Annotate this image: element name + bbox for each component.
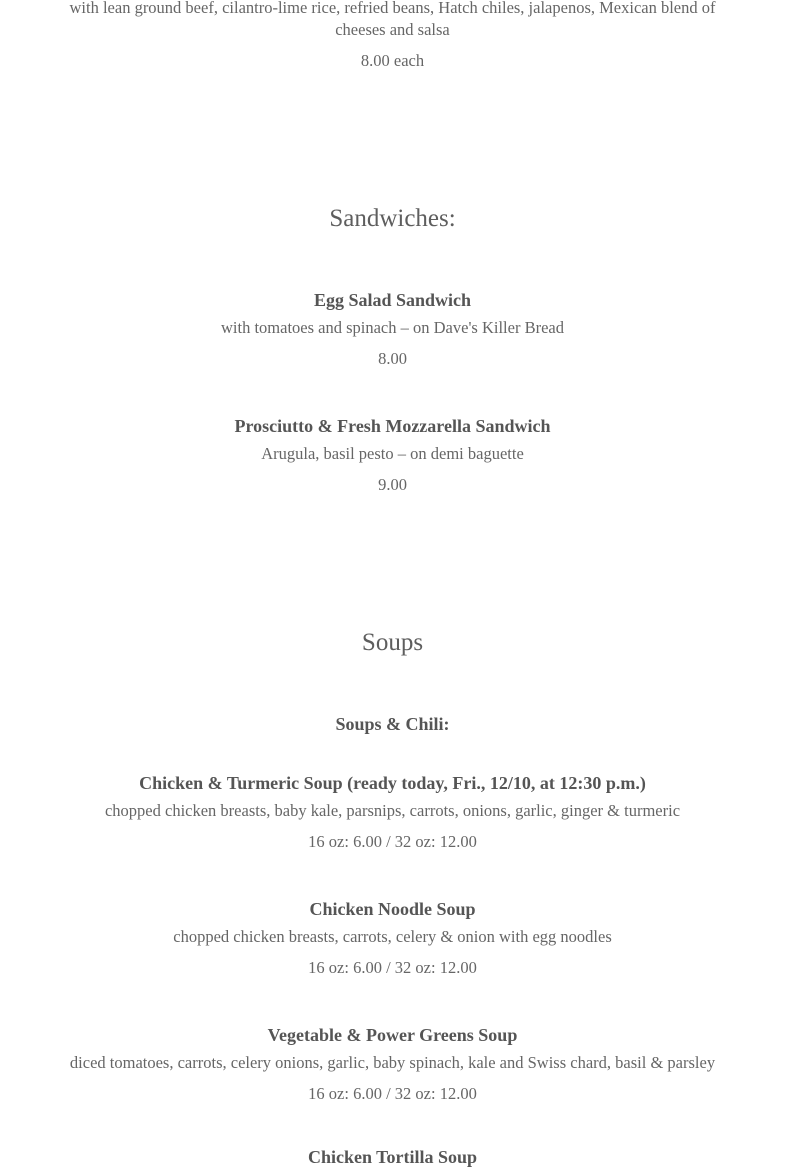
menu-item-price: 9.00	[378, 475, 407, 494]
menu-item-name: Chicken Tortilla Soup	[307, 1147, 478, 1167]
menu-item-description: with tomatoes and spinach – on Dave's Killer Bread	[221, 318, 564, 337]
menu-item-price: 16 oz: 6.00 / 32 oz: 12.00	[308, 832, 477, 851]
menu-item-name: Chicken & Turmeric Soup (ready today, Fri., 12/10, at 12:30 p.m.)	[139, 773, 646, 793]
menu-item-price: 16 oz: 6.00 / 32 oz: 12.00	[308, 958, 477, 977]
menu-item-name: Chicken Noodle Soup	[309, 899, 476, 919]
menu-item-price: 16 oz: 6.00 / 32 oz: 12.00	[308, 1084, 477, 1103]
menu-item-name: Egg Salad Sandwich	[313, 290, 472, 310]
menu-item-name: Prosciutto & Fresh Mozzarella Sandwich	[234, 416, 551, 436]
menu-item-price: 8.00	[378, 349, 407, 368]
menu-item-price: 8.00 each	[360, 51, 425, 70]
menu-item-description: chopped chicken breasts, carrots, celery & onion with egg noodles	[173, 927, 612, 946]
section-title-sandwiches: Sandwiches:	[329, 205, 456, 232]
menu-item-description: Arugula, basil pesto – on demi baguette	[261, 444, 524, 463]
menu-item-description: diced tomatoes, carrots, celery onions, garlic, baby spinach, kale and Swiss chard, basil & parsley	[69, 1053, 716, 1072]
menu-item-description: chopped chicken breasts, baby kale, parsnips, carrots, onions, garlic, ginger & turmeric	[104, 801, 681, 820]
section-title-soups: Soups	[361, 629, 424, 656]
menu-item-description: with lean ground beef, cilantro-lime rice, refried beans, Hatch chiles, jalapenos, Mexican blend of cheeses and salsa	[69, 0, 716, 39]
menu-item-name: Vegetable & Power Greens Soup	[267, 1025, 518, 1045]
section-subheading: Soups & Chili:	[335, 714, 450, 734]
